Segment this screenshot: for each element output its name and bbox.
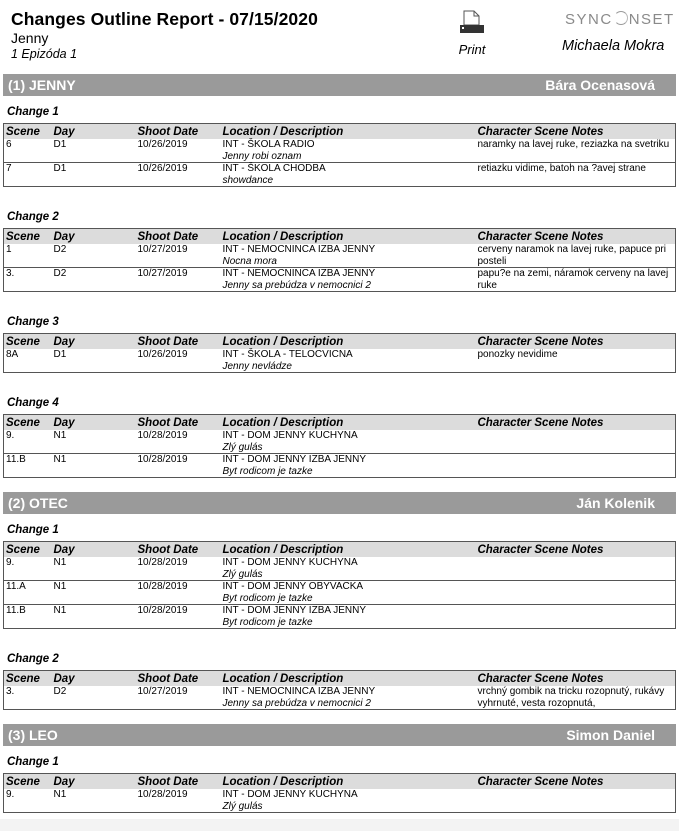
- day-cell: N1: [53, 789, 67, 800]
- table-row: [4, 686, 676, 710]
- scene-description: Zlý gulás: [222, 441, 263, 453]
- scene-description: Byt rodicom je tazke: [222, 465, 313, 477]
- shoot-date-cell: 10/28/2019: [137, 430, 188, 441]
- change-table: [3, 228, 676, 292]
- column-header-day: Day: [52, 334, 136, 350]
- report-header: [0, 0, 679, 74]
- location-text: INT - DOM JENNY OBYVACKA: [222, 581, 364, 592]
- column-header-day: Day: [52, 671, 136, 687]
- day-cell: D2: [52, 268, 136, 292]
- character-title: (2) OTEC: [8, 495, 68, 511]
- shoot-date-cell: 10/28/2019: [137, 557, 188, 568]
- change-table: [3, 541, 676, 629]
- scene-cell: 3.: [6, 686, 15, 697]
- location-text: INT - DOM JENNY KUCHYNA: [222, 430, 358, 441]
- change-table: [3, 414, 676, 478]
- spacer: [0, 629, 679, 643]
- column-header-notes: Character Scene Notes: [476, 774, 676, 790]
- day-cell: D2: [53, 244, 67, 255]
- notes-cell: vrchný gombik na tricku rozopnutý, rukávy vyhrnuté, vesta rozopnutá,: [477, 686, 665, 709]
- scene-cell: 8A: [6, 349, 19, 360]
- change-table: [3, 123, 676, 187]
- change-title: Change 1: [7, 756, 59, 768]
- column-header-shoot-date: Shoot Date: [136, 774, 221, 790]
- column-header-scene: Scene: [4, 415, 52, 431]
- column-header-notes: Character Scene Notes: [476, 334, 676, 350]
- location-text: INT - DOM JENNY KUCHYNA: [222, 789, 358, 800]
- actor-name: Ján Kolenik: [576, 495, 655, 511]
- location-cell: [221, 605, 476, 629]
- change-title: Change 1: [7, 106, 59, 118]
- project-name: Jenny: [11, 30, 49, 46]
- notes-cell: [476, 789, 676, 813]
- table-row: [4, 244, 676, 268]
- table-header-row: [4, 124, 676, 140]
- logo-text-start: SYNC: [565, 11, 613, 28]
- table-header-row: [4, 542, 676, 558]
- actor-name: Simon Daniel: [566, 727, 655, 743]
- notes-cell: [476, 605, 676, 629]
- location-text: INT - ŠKOLA CHODBA: [222, 163, 326, 174]
- location-cell: [221, 581, 476, 605]
- shoot-date-cell: 10/27/2019: [137, 244, 188, 255]
- table-row: [4, 139, 676, 163]
- column-header-scene: Scene: [4, 334, 52, 350]
- shoot-date-cell: 10/28/2019: [137, 789, 188, 800]
- character-header: [3, 724, 676, 746]
- scene-cell: 7: [4, 163, 52, 187]
- scene-cell: 1: [6, 244, 12, 255]
- table-row: [4, 430, 676, 454]
- location-cell: [221, 244, 476, 268]
- column-header-notes: Character Scene Notes: [476, 415, 676, 431]
- location-text: INT - ŠKOLA - TELOCVICNA: [222, 349, 353, 360]
- column-header-location: Location / Description: [221, 334, 476, 350]
- column-header-location: Location / Description: [221, 542, 476, 558]
- scene-cell: 3.: [4, 268, 52, 292]
- scene-description: Byt rodicom je tazke: [222, 616, 313, 628]
- scene-description: Byt rodicom je tazke: [222, 592, 313, 604]
- day-cell: D2: [53, 686, 67, 697]
- column-header-scene: Scene: [4, 542, 52, 558]
- change-title: Change 2: [7, 211, 59, 223]
- sync-icon: [614, 11, 628, 25]
- column-header-scene: Scene: [4, 671, 52, 687]
- location-cell: [221, 268, 476, 292]
- user-name: Michaela Mokra: [562, 38, 665, 54]
- column-header-location: Location / Description: [221, 229, 476, 245]
- notes-cell: naramky na lavej ruke, reziazka na svetriku: [477, 139, 670, 150]
- change-title: Change 2: [7, 653, 59, 665]
- print-label: Print: [458, 42, 486, 57]
- notes-cell: [476, 557, 676, 581]
- shoot-date-cell: 10/27/2019: [137, 686, 188, 697]
- table-header-row: [4, 229, 676, 245]
- column-header-notes: Character Scene Notes: [476, 671, 676, 687]
- spacer: [0, 292, 679, 306]
- scene-description: Zlý gulás: [222, 800, 263, 812]
- notes-cell: papu?e na zemi, náramok cerveny na lavej ruke: [476, 268, 676, 292]
- location-text: INT - DOM JENNY KUCHYNA: [222, 557, 358, 568]
- scene-description: Nocna mora: [222, 255, 277, 267]
- table-row: [4, 557, 676, 581]
- table-row: [4, 349, 676, 373]
- table-row: [4, 163, 676, 187]
- notes-cell: [476, 430, 676, 454]
- change-title: Change 1: [7, 524, 59, 536]
- notes-cell: retiazku vidime, batoh na ?avej strane: [476, 163, 676, 187]
- location-text: INT - NEMOCNINCA IZBA JENNY: [222, 686, 376, 697]
- spacer: [0, 478, 679, 492]
- column-header-day: Day: [52, 774, 136, 790]
- table-row: [4, 581, 676, 605]
- scene-cell: 9.: [6, 789, 15, 800]
- location-cell: [221, 789, 476, 813]
- notes-cell: ponozky nevidime: [477, 349, 558, 360]
- column-header-scene: Scene: [4, 774, 52, 790]
- notes-cell: cerveny naramok na lavej ruke, papuce pri posteli: [477, 244, 666, 267]
- table-row: [4, 268, 676, 292]
- column-header-location: Location / Description: [221, 671, 476, 687]
- change-title: Change 4: [7, 397, 59, 409]
- location-cell: [221, 557, 476, 581]
- notes-cell: [476, 581, 676, 605]
- scene-description: Zlý gulás: [222, 568, 263, 580]
- episode-label: 1 Epizóda 1: [11, 47, 78, 61]
- scene-description: Jenny nevládze: [222, 360, 292, 372]
- shoot-date-cell: 10/28/2019: [136, 605, 221, 629]
- shoot-date-cell: 10/26/2019: [137, 349, 188, 360]
- column-header-day: Day: [52, 229, 136, 245]
- shoot-date-cell: 10/28/2019: [136, 581, 221, 605]
- column-header-location: Location / Description: [221, 774, 476, 790]
- column-header-day: Day: [52, 415, 136, 431]
- location-cell: [221, 686, 476, 710]
- report-body: [0, 74, 679, 827]
- location-text: INT - ŠKOLA RADIO: [222, 139, 315, 150]
- character-title: (3) LEO: [8, 727, 58, 743]
- scene-cell: 9.: [6, 430, 15, 441]
- scene-description: Jenny robi oznam: [222, 150, 302, 162]
- print-button[interactable]: [452, 10, 492, 62]
- column-header-shoot-date: Shoot Date: [136, 229, 221, 245]
- change-title: Change 3: [7, 316, 59, 328]
- location-cell: [221, 349, 476, 373]
- location-text: INT - DOM JENNY IZBA JENNY: [222, 605, 367, 616]
- location-cell: [221, 430, 476, 454]
- table-header-row: [4, 671, 676, 687]
- printer-icon: [459, 10, 485, 36]
- logo-text-end: NSET: [628, 11, 675, 28]
- character-title: (1) JENNY: [8, 77, 76, 93]
- scene-cell: 11.B: [4, 454, 52, 478]
- spacer: [0, 710, 679, 724]
- shoot-date-cell: 10/26/2019: [137, 139, 188, 150]
- column-header-scene: Scene: [4, 229, 52, 245]
- column-header-shoot-date: Shoot Date: [136, 124, 221, 140]
- column-header-scene: Scene: [4, 124, 52, 140]
- location-text: INT - NEMOCNINCA IZBA JENNY: [222, 244, 376, 255]
- day-cell: N1: [52, 581, 136, 605]
- scene-description: showdance: [222, 174, 274, 186]
- scene-cell: 6: [6, 139, 12, 150]
- location-text: INT - DOM JENNY IZBA JENNY: [222, 454, 367, 465]
- scene-description: Jenny sa prebúdza v nemocnici 2: [222, 279, 371, 291]
- shoot-date-cell: 10/26/2019: [136, 163, 221, 187]
- column-header-location: Location / Description: [221, 415, 476, 431]
- character-header: [3, 492, 676, 514]
- shoot-date-cell: 10/27/2019: [136, 268, 221, 292]
- column-header-notes: Character Scene Notes: [476, 542, 676, 558]
- table-row: [4, 454, 676, 478]
- day-cell: N1: [53, 430, 67, 441]
- day-cell: N1: [52, 454, 136, 478]
- change-table: [3, 773, 676, 813]
- report-title: Changes Outline Report - 07/15/2020: [11, 9, 318, 29]
- spacer: [0, 373, 679, 387]
- column-header-shoot-date: Shoot Date: [136, 671, 221, 687]
- scene-cell: 9.: [6, 557, 15, 568]
- location-cell: [221, 454, 476, 478]
- spacer: [0, 187, 679, 201]
- location-cell: [221, 139, 476, 163]
- column-header-shoot-date: Shoot Date: [136, 542, 221, 558]
- column-header-day: Day: [52, 124, 136, 140]
- location-cell: [221, 163, 476, 187]
- shoot-date-cell: 10/28/2019: [136, 454, 221, 478]
- column-header-shoot-date: Shoot Date: [136, 334, 221, 350]
- day-cell: N1: [53, 557, 67, 568]
- scene-cell: 11.A: [4, 581, 52, 605]
- column-header-day: Day: [52, 542, 136, 558]
- day-cell: D1: [52, 163, 136, 187]
- location-text: INT - NEMOCNINCA IZBA JENNY: [222, 268, 376, 279]
- notes-cell: [476, 454, 676, 478]
- table-row: [4, 789, 676, 813]
- scene-description: Jenny sa prebúdza v nemocnici 2: [222, 697, 371, 709]
- change-table: [3, 333, 676, 373]
- character-header: [3, 74, 676, 96]
- page-bottom-edge: [0, 819, 679, 831]
- column-header-location: Location / Description: [221, 124, 476, 140]
- syncon-set-logo: [565, 11, 675, 28]
- table-header-row: [4, 415, 676, 431]
- day-cell: D1: [53, 349, 67, 360]
- day-cell: D1: [53, 139, 67, 150]
- table-header-row: [4, 334, 676, 350]
- actor-name: Bára Ocenasová: [545, 77, 655, 93]
- column-header-notes: Character Scene Notes: [476, 124, 676, 140]
- table-header-row: [4, 774, 676, 790]
- column-header-shoot-date: Shoot Date: [136, 415, 221, 431]
- table-row: [4, 605, 676, 629]
- day-cell: N1: [52, 605, 136, 629]
- change-table: [3, 670, 676, 710]
- column-header-notes: Character Scene Notes: [476, 229, 676, 245]
- scene-cell: 11.B: [4, 605, 52, 629]
